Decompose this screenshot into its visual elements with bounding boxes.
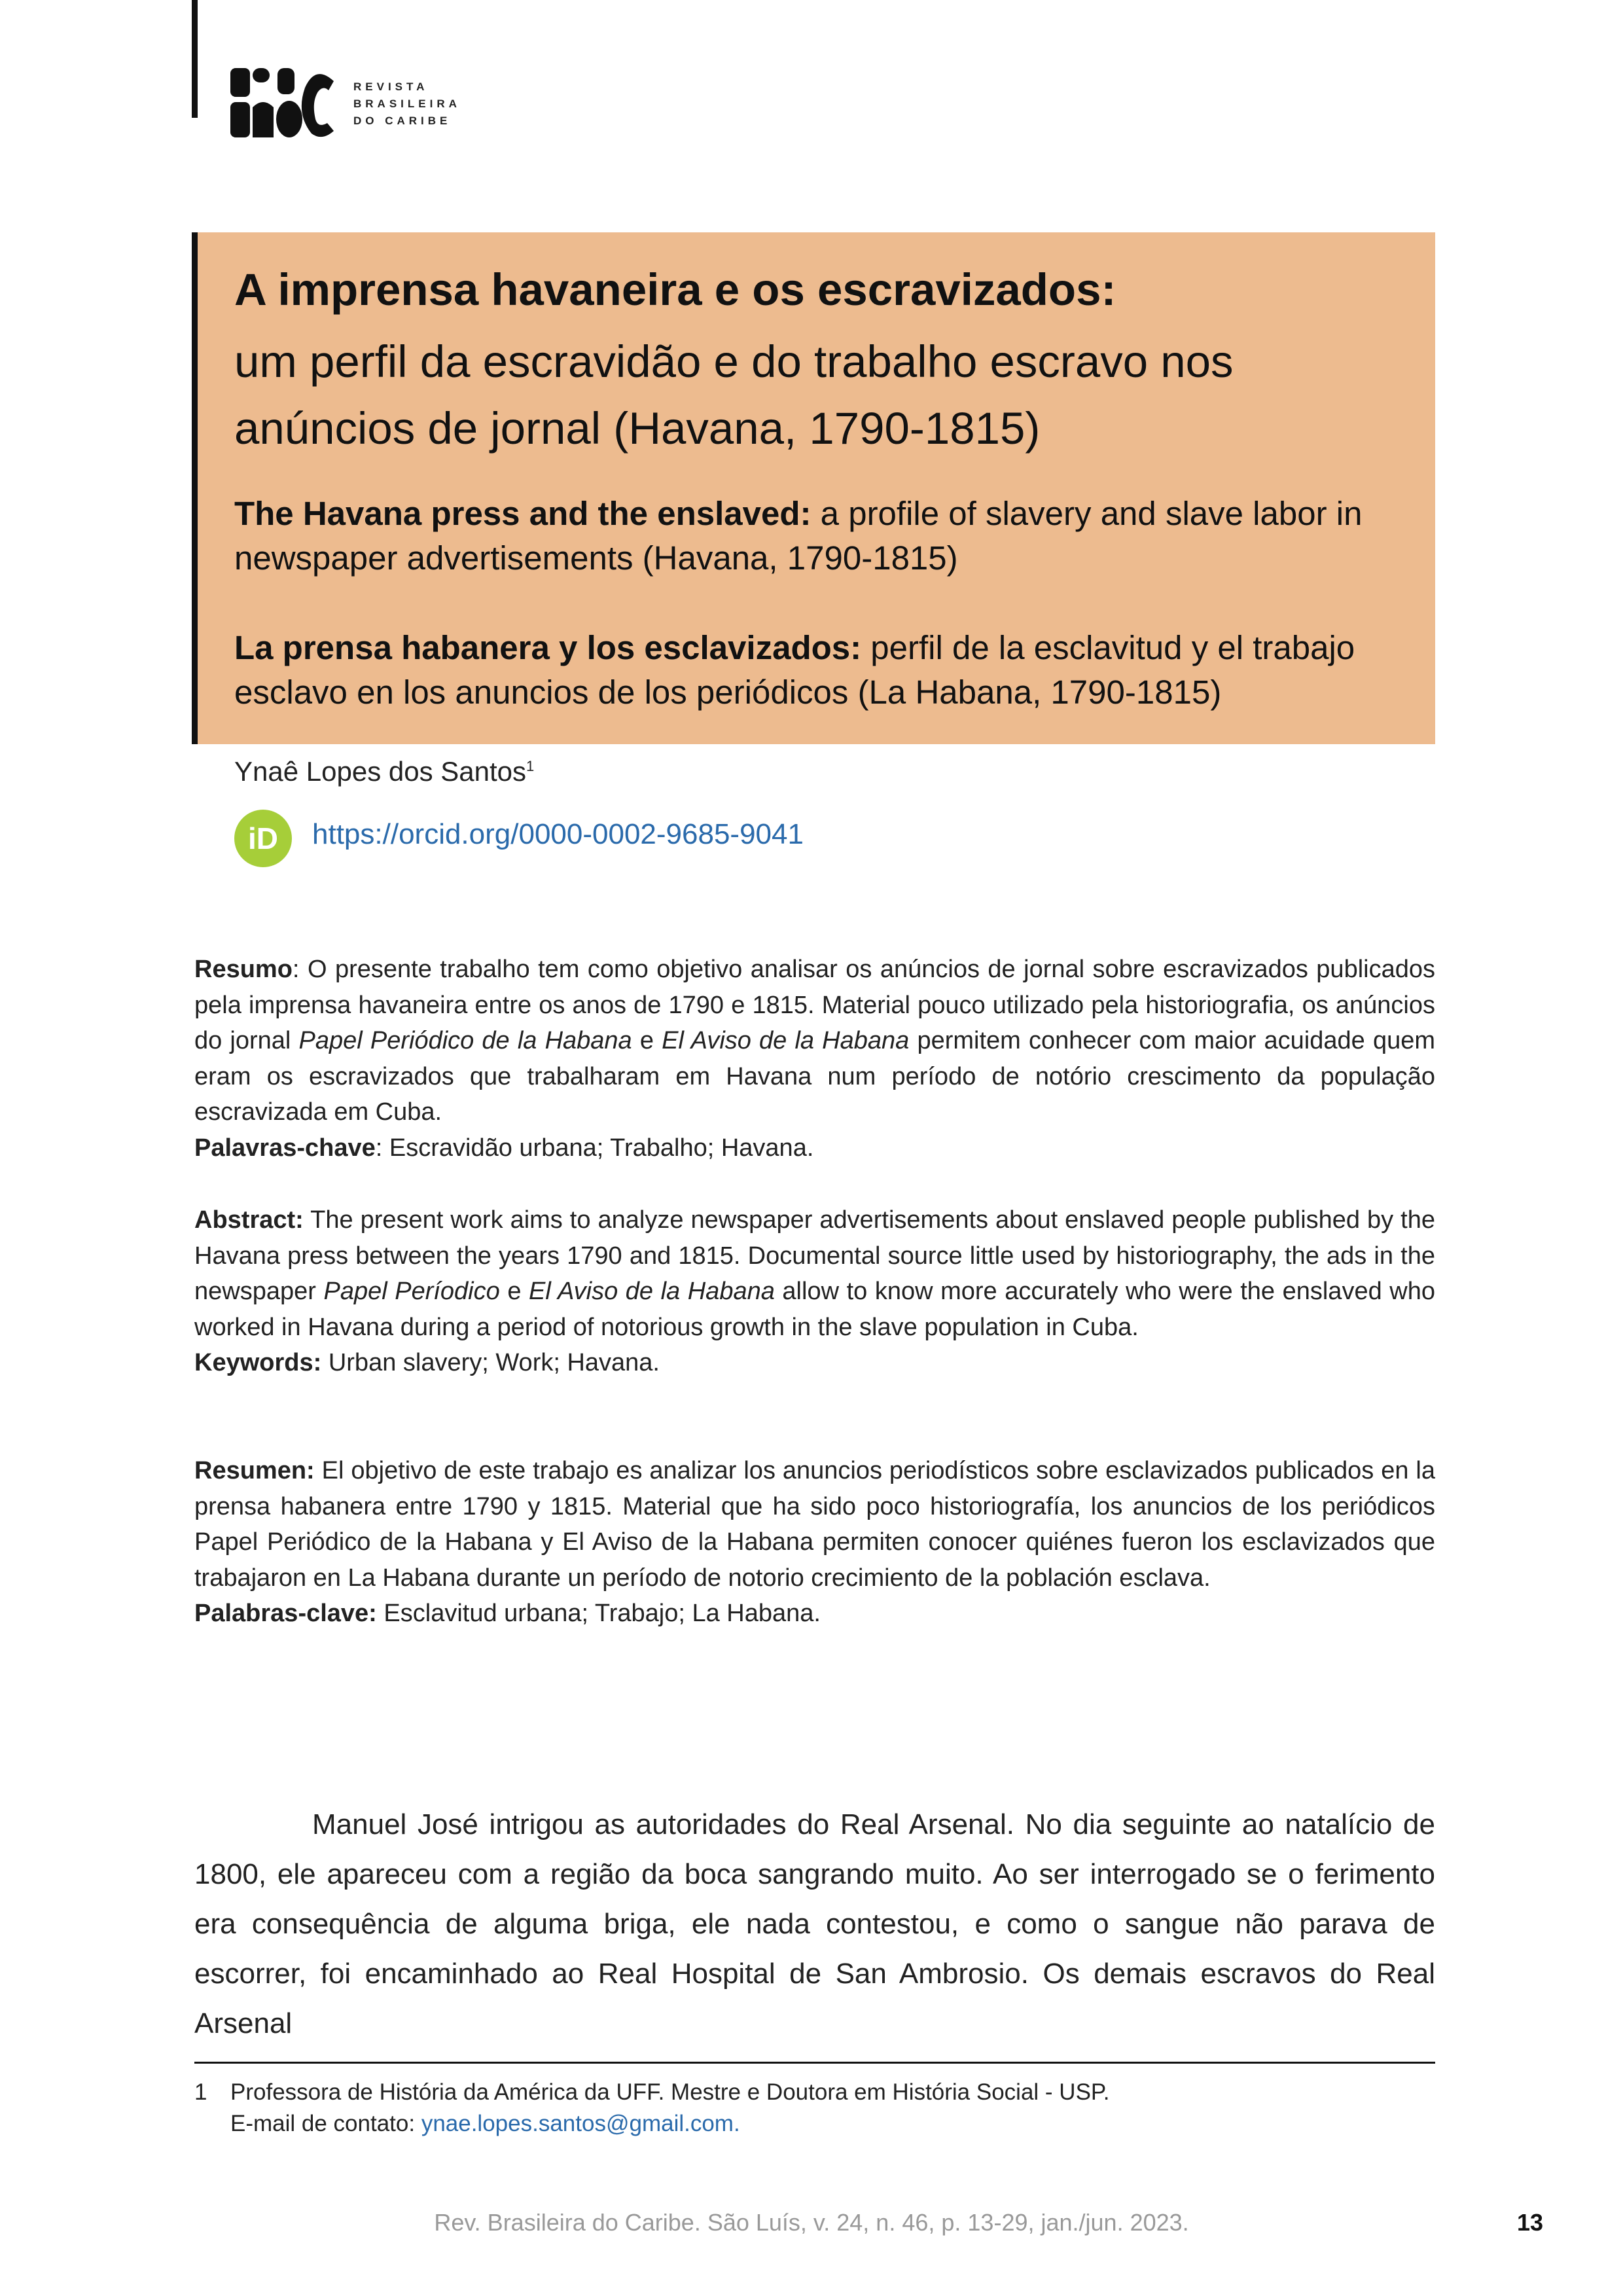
- keywords-es-text: Esclavitud urbana; Trabajo; La Habana.: [376, 1600, 821, 1627]
- orcid-icon[interactable]: iD: [234, 810, 292, 867]
- footnote: [194, 2077, 1109, 2140]
- keywords-es-label: Palabras-clave:: [194, 1600, 377, 1627]
- abstract-es-label: Resumen:: [194, 1457, 315, 1484]
- title-box-rule: [192, 232, 198, 744]
- footnote-email-link[interactable]: ynae.lopes.santos@gmail.com.: [421, 2111, 740, 2136]
- body-text: [194, 1800, 1435, 2049]
- abstract-en-text: e: [499, 1278, 529, 1305]
- footnote-rule: [194, 2062, 1435, 2064]
- footnote-text: Professora de História da América da UFF. Mestre e Doutora em História Social - USP.: [230, 2079, 1110, 2105]
- title-es-rest: perfil de la esclavitud y el trabajo esclavo en los anuncios de los periódicos (La Habana, 1790-1815): [234, 629, 1355, 711]
- title-es-bold: La prensa habanera y los esclavizados:: [234, 629, 862, 666]
- abstract-es: [194, 1453, 1435, 1632]
- keywords-en-text: Urban slavery; Work; Havana.: [321, 1349, 660, 1376]
- author-name-text: Ynaê Lopes dos Santos: [234, 756, 527, 787]
- footnote-email-label: E-mail de contato:: [230, 2111, 421, 2136]
- keywords-pt-label: Palavras-chave: [194, 1134, 376, 1162]
- abstract-es-text: El objetivo de este trabajo es analizar los anuncios periodísticos sobre esclavizados publicados en la prensa habanera entre 1790 y 1815. Material que ha sido poco historiografía, los anuncios de los periódicos Papel Periódico de la Habana y El Aviso de la Habana permiten conocer quiénes fueron los esclavizados que trabajaron en La Habana durante un período de notorio crecimiento de la población esclava.: [194, 1457, 1435, 1592]
- title-pt-main: A imprensa havaneira e os escravizados:: [234, 264, 1116, 315]
- abstract-pt: [194, 952, 1435, 1166]
- orcid-link[interactable]: https://orcid.org/0000-0002-9685-9041: [312, 818, 804, 850]
- journal-logo: [230, 68, 461, 140]
- keywords-pt-text: : Escravidão urbana; Trabalho; Havana.: [375, 1134, 814, 1162]
- keywords-en: [194, 1345, 1435, 1381]
- footnote-number: 1: [194, 2079, 207, 2105]
- header-rule: [192, 0, 198, 118]
- abstract-pt-italic: Papel Periódico de la Habana: [298, 1027, 632, 1054]
- rbc-logo-icon: [230, 68, 335, 140]
- abstract-en-italic: El Aviso de la Habana: [529, 1278, 775, 1305]
- abstract-en-text: allow to know more accurately who were the enslaved who worked in Havana during a period of notorious growth in the slave population in Cuba.: [194, 1278, 1435, 1341]
- title-pt-subtitle: um perfil da escravidão e do trabalho escravo nos anúncios de jornal (Havana, 1790-1815): [234, 336, 1234, 454]
- logo-wordmark: [353, 79, 461, 130]
- title-en-rest: a profile of slavery and slave labor in newspaper advertisements (Havana, 1790-1815): [234, 495, 1363, 577]
- abstract-pt-label: Resumo: [194, 956, 293, 983]
- title-en: [234, 492, 1412, 581]
- page-number: 13: [1517, 2209, 1544, 2236]
- abstract-en-italic: Papel Períodico: [323, 1278, 500, 1305]
- footnote-line: [194, 2108, 1109, 2140]
- body-paragraph: Manuel José intrigou as autoridades do Real Arsenal. No dia seguinte ao natalício de 1800, ele apareceu com a região da boca sangrando muito. Ao ser interrogado se o ferimento era consequência de alguma briga, ele nada contestou, e como o sangue não parava de escorrer, foi encaminhado ao Real Hospital de San Ambrosio. Os demais escravos do Real Arsenal: [194, 1808, 1435, 2039]
- title-en-bold: The Havana press and the enslaved:: [234, 495, 812, 532]
- footnote-line: [194, 2077, 1109, 2108]
- logo-line: BRASILEIRA: [353, 98, 461, 110]
- abstract-pt-italic: El Aviso de la Habana: [662, 1027, 910, 1054]
- logo-line: DO CARIBE: [353, 115, 452, 127]
- author-footnote-mark[interactable]: 1: [526, 758, 535, 774]
- keywords-es: [194, 1596, 1435, 1632]
- abstract-pt-text: : O presente trabalho tem como objetivo analisar os anúncios de jornal sobre escravizados publicados pela imprensa havaneira entre os anos de 1790 e 1815. Material pouco utilizado pela historiografia, os anúncios do jornal: [194, 956, 1435, 1054]
- keywords-pt: [194, 1130, 1435, 1166]
- abstract-en-label: Abstract:: [194, 1206, 304, 1234]
- title-es: [234, 626, 1412, 715]
- abstract-en: [194, 1202, 1435, 1381]
- logo-line: REVISTA: [353, 81, 429, 93]
- abstract-en-text: The present work aims to analyze newspaper advertisements about enslaved people published by the Havana press between the years 1790 and 1815. Documental source little used by historiography, the ads in the newspaper: [194, 1206, 1435, 1305]
- footer-citation: Rev. Brasileira do Caribe. São Luís, v. 24, n. 46, p. 13-29, jan./jun. 2023.: [434, 2209, 1189, 2236]
- keywords-en-label: Keywords:: [194, 1349, 322, 1376]
- abstract-pt-text: permitem conhecer com maior acuidade quem eram os escravizados que trabalharam em Havana num período de notório crescimento da população escravizada em Cuba.: [194, 1027, 1435, 1126]
- abstract-pt-text: e: [632, 1027, 662, 1054]
- author-name: [234, 756, 534, 787]
